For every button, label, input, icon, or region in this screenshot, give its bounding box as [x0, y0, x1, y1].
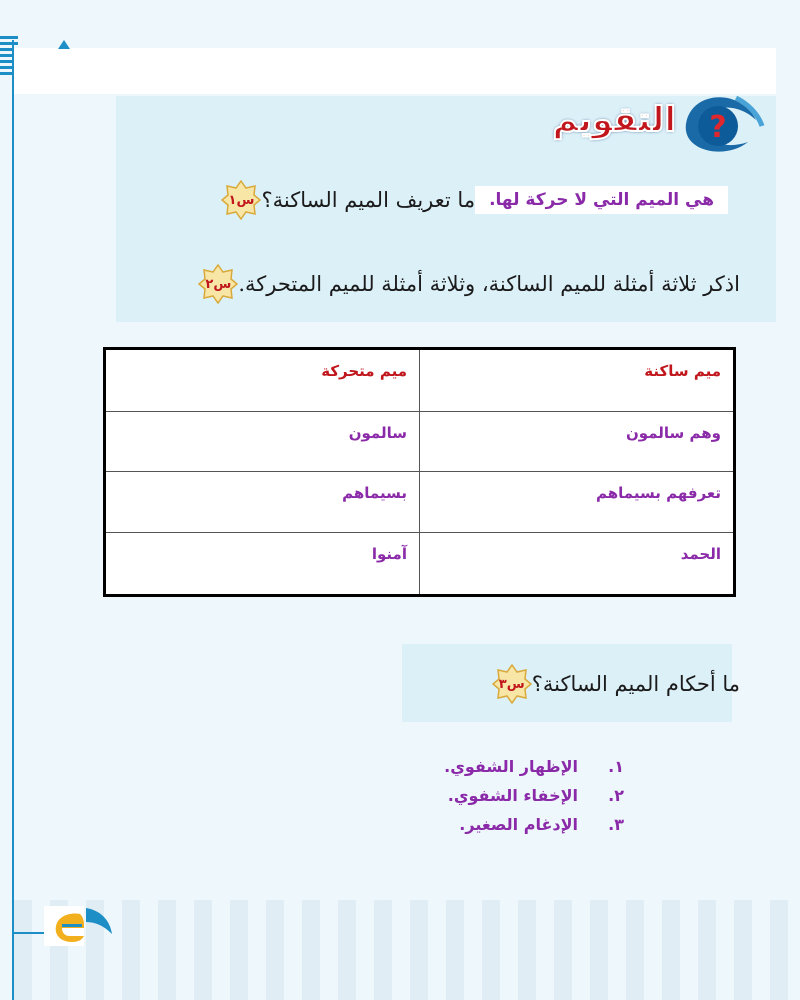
examples-table — [103, 347, 736, 597]
table-cell: آمنوا — [105, 533, 420, 596]
table-header-row — [105, 349, 735, 412]
badge-label: س٣ — [498, 676, 525, 692]
question-badge-2 — [198, 264, 238, 304]
question-text: ما أحكام الميم الساكنة؟ — [531, 672, 740, 696]
bottom-ornament — [14, 900, 800, 1000]
question-badge-1 — [221, 180, 261, 220]
badge-label: س١ — [228, 192, 255, 208]
table-cell: بسيماهم — [105, 472, 420, 533]
header-sakin: ميم ساكنة — [420, 349, 735, 412]
header-mutaharrik: ميم متحركة — [105, 349, 420, 412]
question-3 — [482, 664, 740, 704]
svg-text:?: ? — [709, 110, 727, 145]
rulings-list — [444, 752, 624, 839]
list-item — [444, 752, 624, 781]
list-item — [444, 810, 624, 839]
badge-label: س٢ — [205, 276, 232, 292]
evaluation-header — [486, 90, 766, 162]
question-2 — [188, 264, 740, 304]
table-cell: وهم سالمون — [420, 411, 735, 472]
publisher-logo-icon — [40, 900, 116, 952]
question-text: اذكر ثلاثة أمثلة للميم الساكنة، وثلاثة أمثلة للميم المتحركة. — [238, 272, 740, 296]
question-badge-3 — [492, 664, 532, 704]
question-1 — [211, 180, 740, 220]
header-band — [14, 48, 776, 94]
page-title: التقويم — [552, 100, 676, 140]
list-text: الإظهار الشفوي. — [444, 757, 578, 776]
list-number: ١. — [608, 757, 624, 776]
table-row — [105, 472, 735, 533]
publisher-logo — [40, 900, 116, 952]
page-marker-icon — [58, 40, 70, 49]
table-row — [105, 533, 735, 596]
table-cell: تعرفهم بسيماهم — [420, 472, 735, 533]
answer-box: هي الميم التي لا حركة لها. — [475, 186, 728, 214]
left-margin-rule — [12, 40, 14, 1000]
table-cell: الحمد — [420, 533, 735, 596]
page-top-border — [0, 0, 800, 48]
list-text: الإدغام الصغير. — [459, 815, 578, 834]
list-text: الإخفاء الشفوي. — [447, 786, 578, 805]
table-row — [105, 411, 735, 472]
list-number: ٣. — [608, 815, 624, 834]
list-item — [444, 781, 624, 810]
question-text: ما تعريف الميم الساكنة؟ — [261, 188, 476, 212]
list-number: ٢. — [608, 786, 624, 805]
table-cell: سالمون — [105, 411, 420, 472]
